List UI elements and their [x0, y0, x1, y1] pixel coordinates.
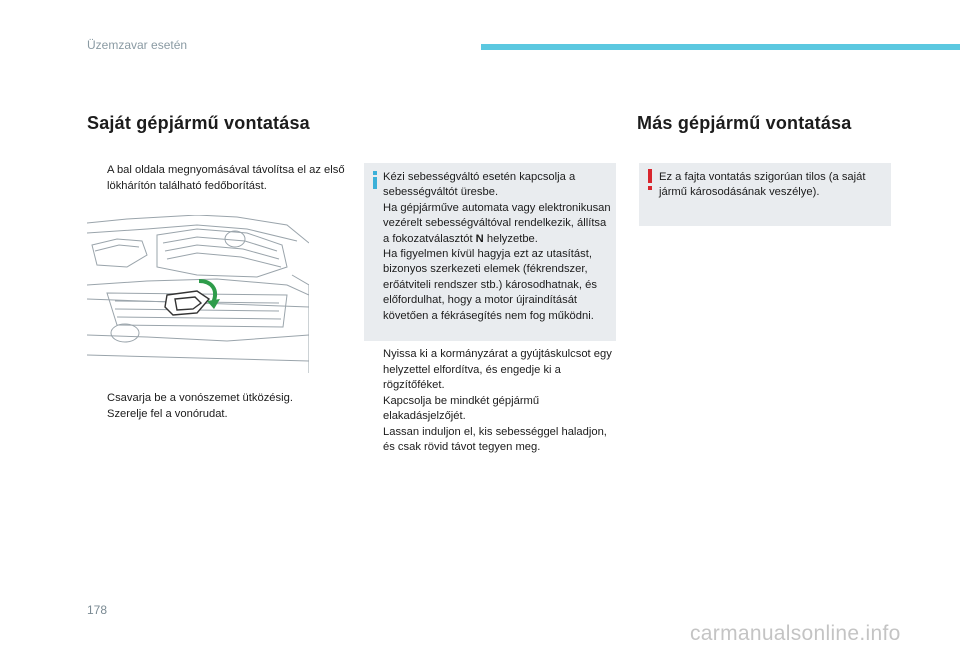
list-item — [88, 163, 358, 194]
list-item-text: Szerelje fel a vonórudat. — [107, 407, 228, 420]
towing-warning-box — [639, 163, 891, 226]
warning-icon — [644, 169, 656, 191]
info-paragraph — [383, 201, 614, 247]
list-item-text: Lassan induljon el, kis sebességgel haladjon, és csak rövid távot tegyen meg. — [383, 425, 607, 453]
info-paragraph: Ha figyelmen kívül hagyja ezt az utasítást, bizonyos szerkezeti elemek (fékrendszer, erőátviteli rendszer stb.) károsodhatnak, és előfordulhat, hogy a motor újraindítását követően a fékrásegítés nem fog működni. — [383, 248, 597, 322]
list-item-text: Nyissa ki a kormányzárat a gyújtáskulcsot egy helyzettel elfordítva, és engedje ki a rögzítőféket. — [383, 348, 612, 391]
list-item-text: A bal oldala megnyomásával távolítsa el az első lökhárítón található fedőborítást. — [107, 164, 345, 192]
list-item — [88, 391, 348, 407]
section-header-bar — [481, 44, 960, 50]
towing-steps-list — [364, 347, 620, 456]
list-item — [364, 347, 620, 394]
info-paragraph-suffix: helyzetbe. — [483, 232, 538, 245]
bumper-cover-illustration — [87, 215, 309, 373]
info-paragraph-text: Ha gépjárműve automata vagy elektronikusan vezérelt sebességváltóval rendelkezik, állítsa a fokozatválasztót — [383, 201, 611, 245]
list-item — [88, 407, 348, 423]
section-header-label: Üzemzavar esetén — [87, 38, 188, 52]
info-text — [383, 170, 614, 324]
final-steps-list — [88, 391, 348, 422]
gear-letter: N — [475, 232, 484, 245]
intro-steps-list — [88, 163, 358, 194]
own-vehicle-towing-title: Saját gépjármű vontatása — [87, 113, 310, 133]
list-item-text: Csavarja be a vonószemet ütközésig. — [107, 392, 293, 404]
page-number: 178 — [87, 603, 108, 617]
other-vehicle-towing-title: Más gépjármű vontatása — [637, 113, 852, 133]
warning-text: Ez a fajta vontatás szigorúan tilos (a saját jármű károsodásának veszélye). — [659, 171, 866, 199]
list-item — [364, 425, 620, 456]
list-item — [364, 394, 620, 425]
info-icon — [368, 171, 382, 189]
watermark: carmanualsonline.info — [690, 622, 901, 645]
gearbox-info-box — [364, 163, 616, 341]
list-item-text: Kapcsolja be mindkét gépjármű elakadásjelzőjét. — [383, 394, 540, 422]
info-paragraph: Kézi sebességváltó esetén kapcsolja a sebességváltót üresbe. — [383, 171, 576, 199]
